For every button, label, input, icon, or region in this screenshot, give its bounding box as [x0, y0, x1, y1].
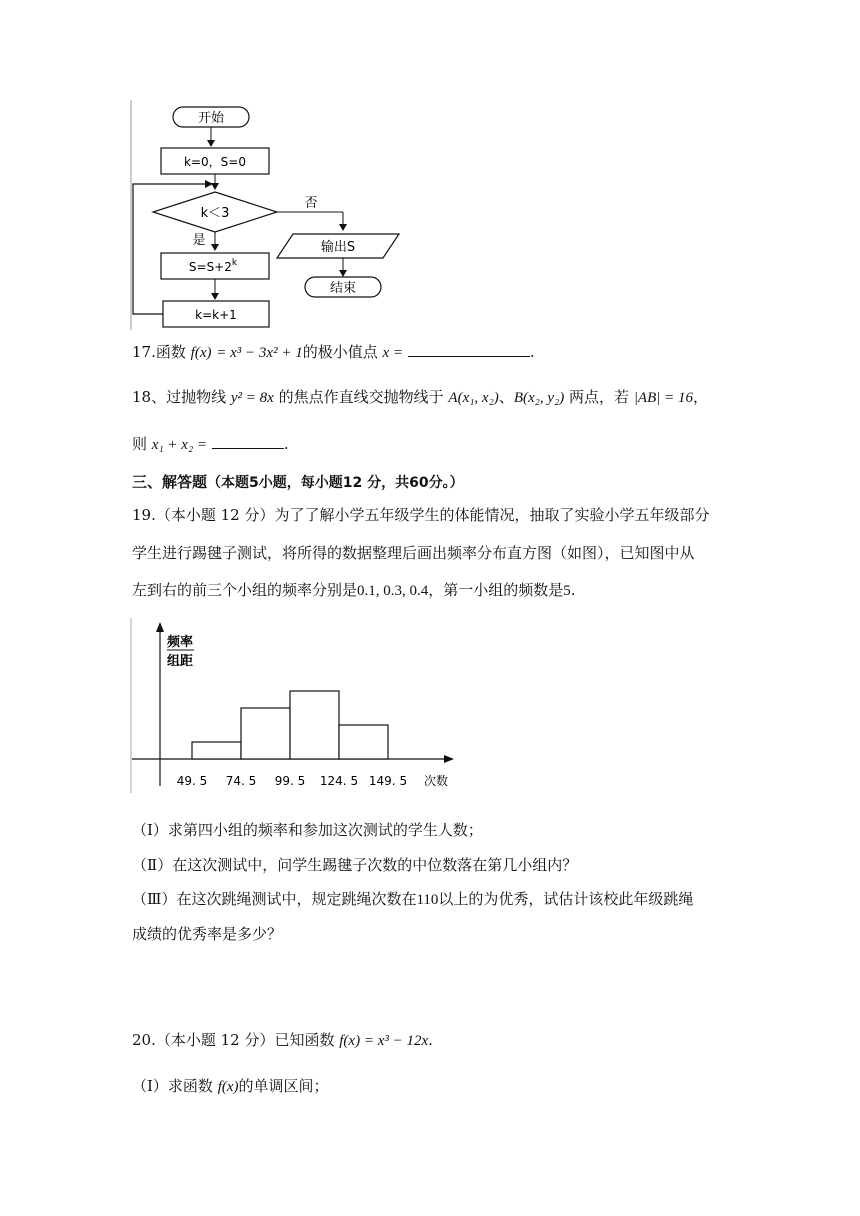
q18-text-a: 过抛物线 [166, 388, 227, 406]
q20-part1 [132, 1076, 329, 1097]
q20-line1 [132, 1030, 433, 1051]
flow-no-label: 否 [304, 196, 318, 211]
flow-update-k: k=k+1 [195, 308, 237, 322]
y-label-top: 频率 [167, 635, 194, 650]
q17-answer-var: x = [382, 345, 404, 361]
x-tick-label: 149. 5 [368, 774, 408, 788]
q18-comma: ， [693, 388, 709, 406]
q17-answer-blank[interactable] [408, 342, 530, 357]
section3-heading [132, 472, 464, 493]
flow-update-s: S=S+2 [188, 260, 232, 274]
q19-line3-mid: ，第一小组的频数是 [428, 581, 564, 599]
flowchart [125, 100, 415, 335]
x-tick-label: 49. 5 [176, 774, 208, 788]
x-tick-label: 74. 5 [225, 774, 257, 788]
q18-sep: 、 [498, 388, 514, 406]
flow-condition: k＜3 [200, 206, 230, 221]
q19-line3-end: . [570, 581, 576, 599]
q19-line3 [132, 580, 576, 601]
q18-parabola: y² = 8x [230, 390, 274, 406]
q18-answer-blank[interactable] [212, 434, 284, 449]
q19-part3-post: 以上的为优秀，试估计该校此年级跳绳 [438, 890, 694, 908]
x-label: 次数 [424, 774, 449, 788]
flow-start: 开始 [197, 111, 225, 126]
section3-note: （本题5小题，每小题12 分，共60分。） [207, 475, 464, 491]
q20-part1-post: 的单调区间； [238, 1077, 329, 1095]
flow-update-s-exp: k [231, 258, 238, 268]
q17-end: . [529, 343, 535, 361]
q18-num: 18、 [132, 388, 167, 406]
q18-line2-pre: 则 [132, 435, 148, 453]
frequency-histogram [130, 618, 465, 798]
q20-func: f(x) = x³ − 12x [339, 1033, 429, 1049]
x-tick-label: 124. 5 [319, 774, 359, 788]
q19-line3-num: 5 [563, 583, 571, 599]
q20-line1-end: . [428, 1031, 433, 1049]
q18-line2 [132, 434, 289, 455]
x-tick-label: 99. 5 [274, 774, 306, 788]
q19-line2: 学生进行踢毽子测试，将所得的数据整理后画出频率分布直方图（如图），已知图中从 [132, 544, 695, 562]
flow-yes-label: 是 [192, 233, 206, 248]
q20-part1-func: f(x) [217, 1079, 239, 1095]
q19-part3-line2: 成绩的优秀率是多少？ [132, 925, 283, 943]
y-label-bottom: 组距 [167, 654, 194, 669]
q19-part3-pre: （Ⅲ）在这次跳绳测试中，规定跳绳次数在 [132, 890, 417, 908]
q18-point-b: B(x₂, y₂) [513, 390, 565, 406]
histogram-bar [241, 708, 290, 759]
q19-part3-num: 110 [416, 892, 439, 908]
q18-text-c: 两点，若 [569, 388, 630, 406]
q18-line1 [132, 387, 708, 408]
q17-line [132, 342, 535, 363]
q18-sum: x₁ + x₂ = [151, 437, 208, 453]
q17-text-post: 的极小值点 [302, 343, 378, 361]
q18-abs-ab: |AB| = 16 [633, 390, 694, 406]
q18-text-b: 的焦点作直线交抛物线于 [278, 388, 444, 406]
histogram-bar [290, 691, 339, 759]
flow-init: k=0，S=0 [184, 155, 246, 169]
q20-part1-pre: （Ⅰ）求函数 [132, 1077, 213, 1095]
q17-func-name: f(x) [190, 345, 212, 361]
q17-text-pre: 函数 [155, 343, 186, 361]
q20-line1-pre: 20.（本小题 12 分）已知函数 [132, 1031, 335, 1049]
q19-line3-vals: 0.1, 0.3, 0.4 [357, 583, 429, 599]
q17-formula: = x³ − 3x² + 1 [216, 345, 303, 361]
q19-part2: （Ⅱ）在这次测试中，问学生踢毽子次数的中位数落在第几小组内？ [132, 856, 578, 874]
section3-title: 三、解答题 [132, 473, 208, 491]
histogram-bar [339, 725, 388, 759]
flow-output: 输出S [320, 240, 356, 255]
svg-text:S=S+2k [189, 258, 238, 274]
q18-point-a: A(x₁, x₂) [448, 390, 499, 406]
histogram-bar [192, 742, 241, 759]
q18-end: . [283, 435, 289, 453]
flow-end: 结束 [329, 281, 357, 296]
q19-line3-pre: 左到右的前三个小组的频率分别是 [132, 581, 358, 599]
q17-num: 17. [132, 343, 156, 361]
q19-part1: （Ⅰ）求第四小组的频率和参加这次测试的学生人数； [132, 821, 483, 839]
q19-line1: 19.（本小题 12 分）为了了解小学五年级学生的体能情况，抽取了实验小学五年级部分 [132, 506, 710, 524]
q19-part3 [132, 889, 693, 910]
